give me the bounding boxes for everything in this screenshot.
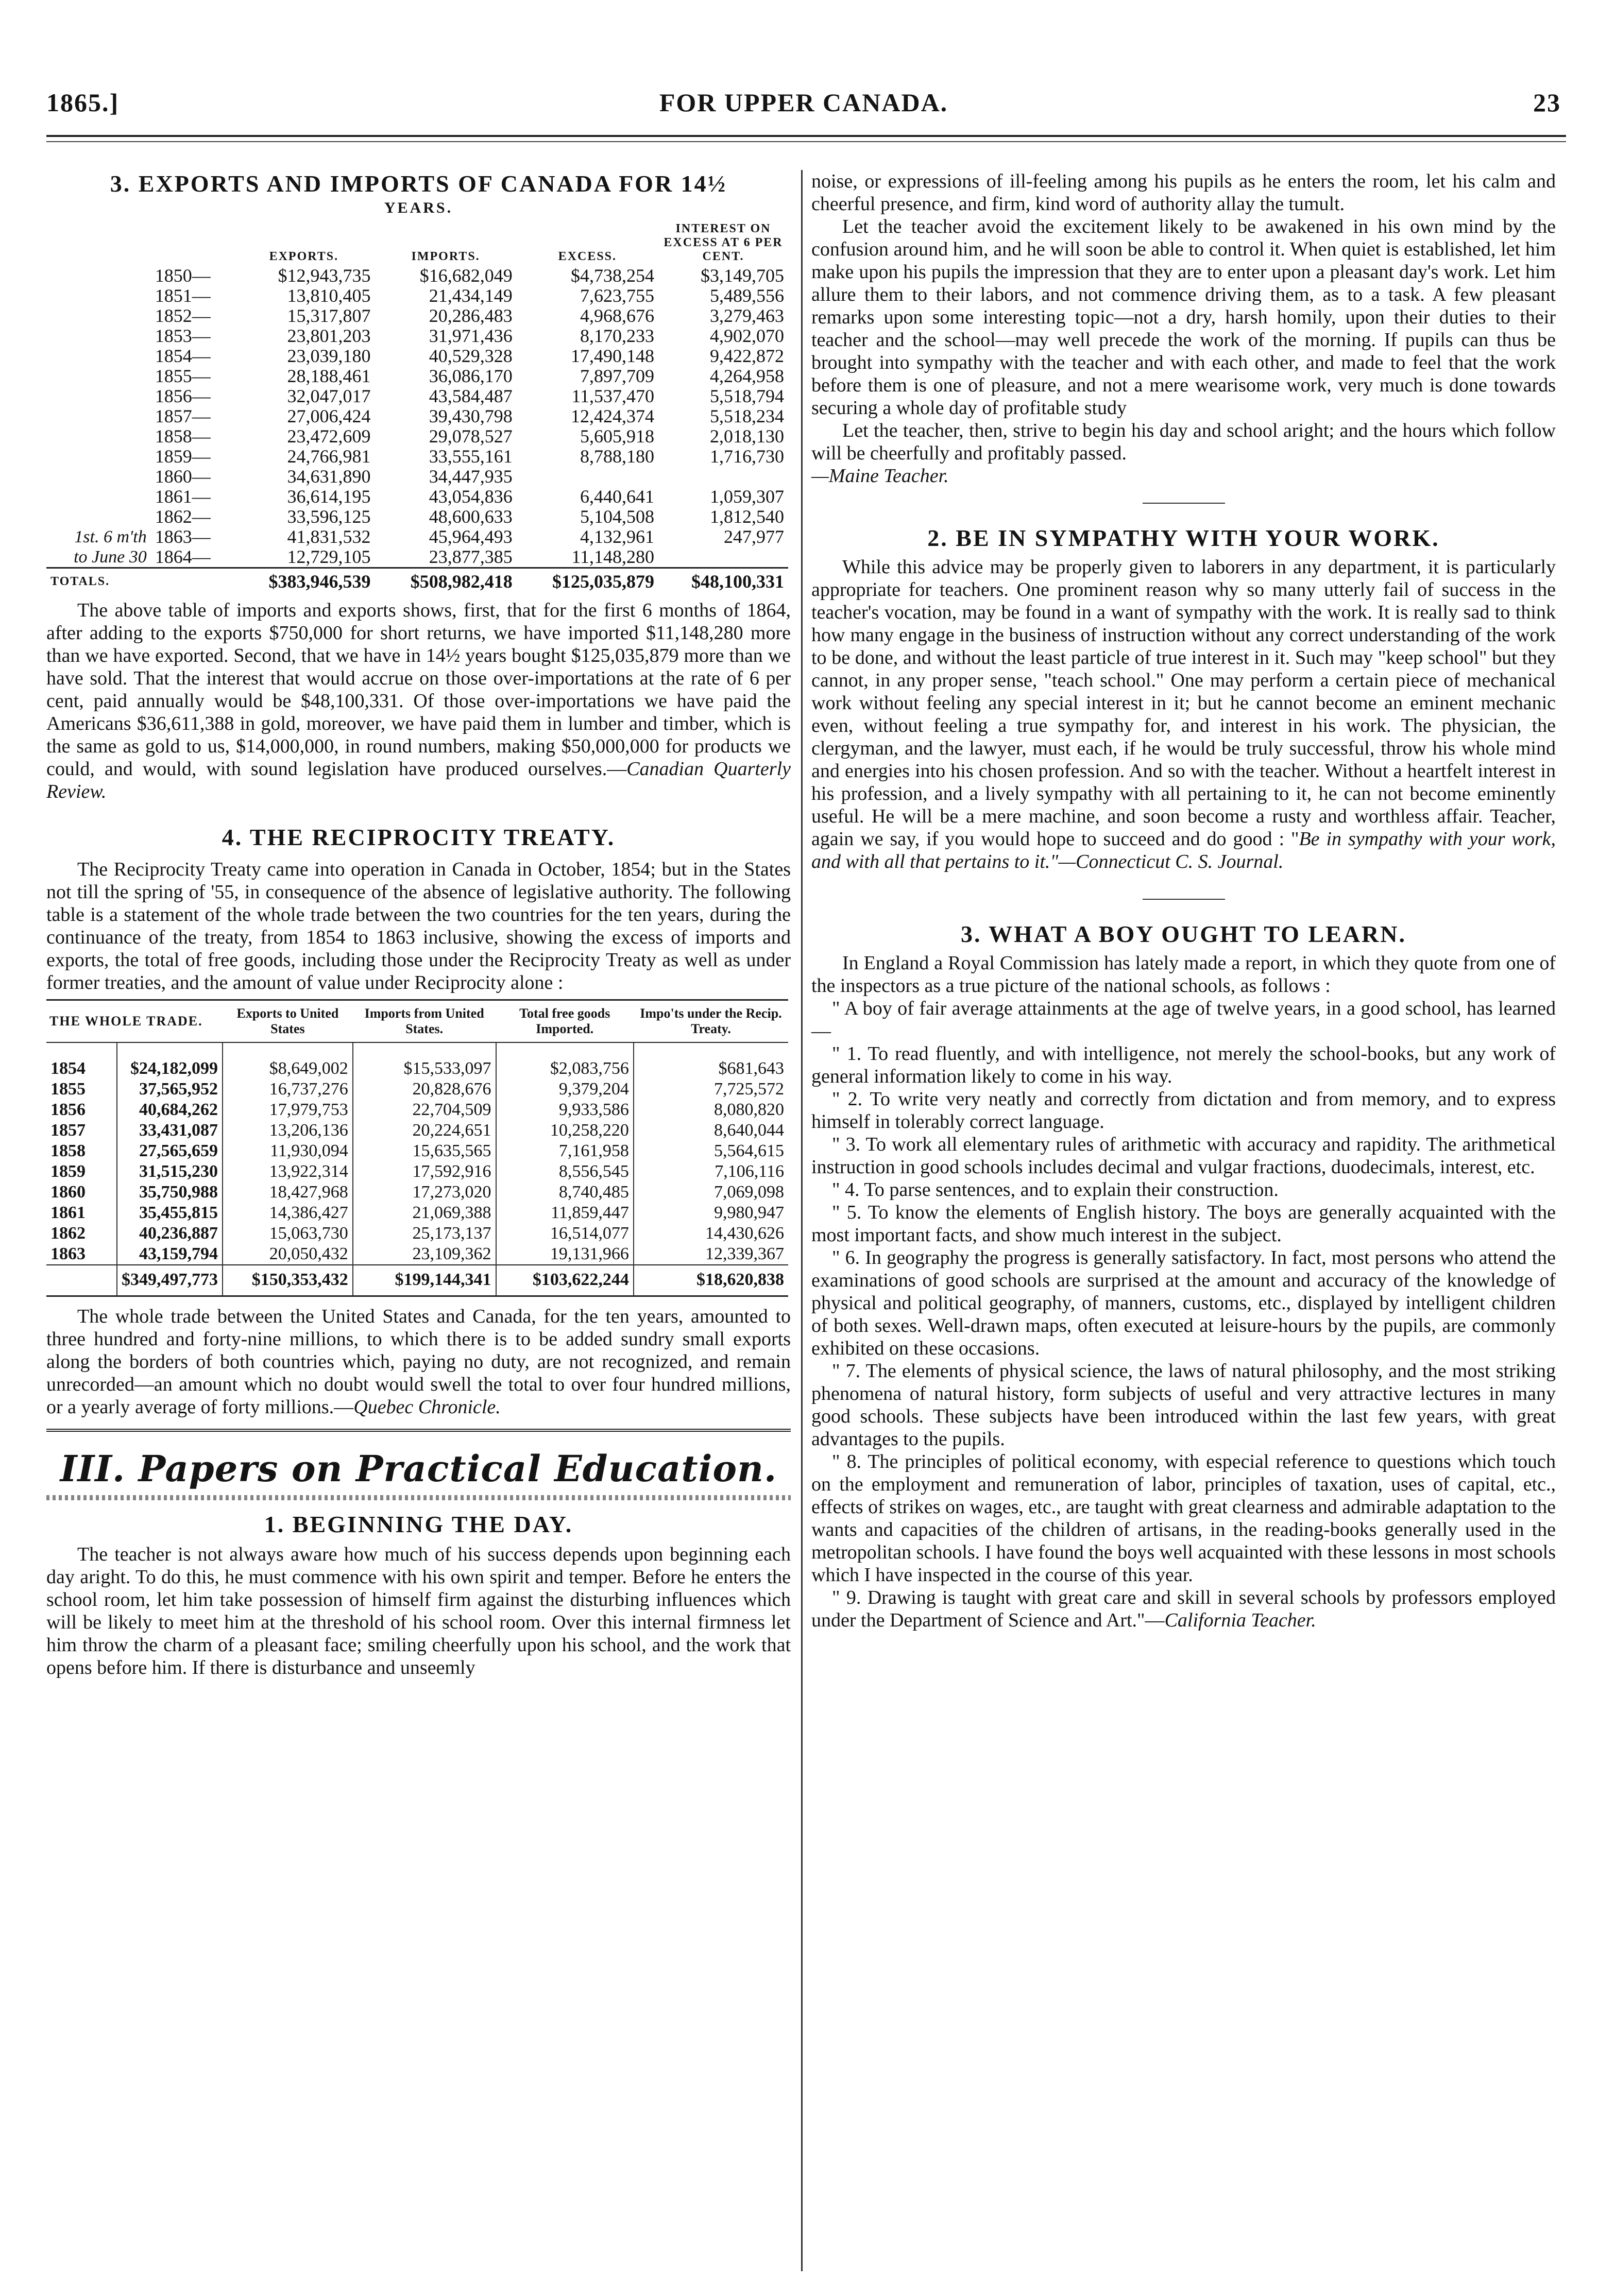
exports-value-cell: 40,529,328: [429, 346, 513, 366]
reciprocity-value-cell: $24,182,099: [117, 1042, 223, 1079]
reciprocity-value-cell: 5,564,615: [634, 1141, 788, 1161]
reciprocity-row: [46, 1042, 788, 1079]
exports-value-cell: 7,623,755: [580, 285, 654, 306]
reciprocity-value-cell: 23,109,362: [353, 1244, 496, 1265]
boy-lead: " A boy of fair average attainments at the age of twelve years, in a good school, has learned—: [811, 998, 1556, 1042]
exports-value-cell: $4,738,254: [571, 265, 654, 286]
exports-value-cell: 9,422,872: [710, 346, 784, 366]
exports-value-cell: 33,596,125: [287, 506, 371, 527]
reciprocity-value-cell: 21,069,388: [353, 1203, 496, 1223]
reciprocity-source: Quebec Chronicle.: [353, 1396, 501, 1418]
exports-year-cell: 1853—: [155, 325, 211, 346]
exports-year-cell: 1850—: [155, 265, 211, 286]
reciprocity-value-cell: 8,740,485: [496, 1182, 634, 1203]
exports-year-cell: 1860—: [155, 466, 211, 487]
reciprocity-value-cell: 37,565,952: [117, 1079, 223, 1100]
exports-year-cell: 1855—: [155, 366, 211, 386]
exports-year-cell: 1862—: [155, 506, 211, 527]
exports-value-cell: $3,149,705: [701, 265, 784, 286]
reciprocity-value-cell: 16,514,077: [496, 1223, 634, 1244]
exports-side-note: [46, 286, 151, 306]
beginning-continued: noise, or expressions of ill-feeling among his pupils as he enters the room, let his calm and cheerful presence, and firm, kind word of authority allay the tumult.: [811, 170, 1556, 215]
reciprocity-row: [46, 1141, 788, 1161]
reciprocity-total-cell: $150,353,432: [223, 1265, 353, 1296]
boy-list-item: " 1. To read fluently, and with intelligence, not merely the school-books, but any work of general information likely to come in his way.: [811, 1043, 1556, 1087]
exports-value-cell: 17,490,148: [571, 346, 654, 366]
reciprocity-value-cell: 40,236,887: [117, 1223, 223, 1244]
boy-last-item: [811, 1586, 1556, 1632]
reciprocity-total-cell: $349,497,773: [117, 1265, 223, 1296]
reciprocity-value-cell: 22,704,509: [353, 1100, 496, 1120]
exports-value-cell: 11,537,470: [571, 386, 654, 406]
reciprocity-totals-blank: [46, 1265, 117, 1296]
exports-value-cell: 29,078,527: [429, 426, 513, 447]
reciprocity-value-cell: 7,161,958: [496, 1141, 634, 1161]
reciprocity-table-body: [46, 1042, 788, 1296]
reciprocity-year-cell: 1857: [50, 1121, 86, 1140]
exports-value-cell: 34,447,935: [429, 466, 513, 487]
reciprocity-value-cell: 35,750,988: [117, 1182, 223, 1203]
boy-list-item: " 8. The principles of political economy, with especial reference to questions which touch on the employment and remuneration of labor, principles of taxation, uses of capital, etc., effects of strikes on wages, etc., are taught with great clearness and admirable adaptation to the wants and capacities of the children of artisans, in the reading-books generally used in the metropolitan schools. I have found the boys well acquainted with these lessons in most schools which I have inspected in the course of this year.: [811, 1451, 1556, 1586]
exports-source: Canadian Quarterly Review.: [46, 758, 791, 802]
reciprocity-value-cell: 17,979,753: [223, 1100, 353, 1120]
exports-total-cell: $383,946,539: [233, 568, 375, 592]
beginning-paragraph-3: Let the teacher, then, strive to begin his day and school aright; and the hours which follow will be cheerfully and profitably passed.: [811, 420, 1556, 464]
exports-year-cell: 1852—: [155, 305, 211, 326]
exports-year-cell: 1859—: [155, 446, 211, 467]
exports-value-cell: 1,059,307: [710, 486, 784, 507]
exports-total-cell: $508,982,418: [375, 568, 516, 592]
exports-table-header: [46, 222, 788, 266]
sympathy-paragraph: [811, 556, 1556, 873]
beginning-paragraph-2: Let the teacher avoid the excitement likely to be awakened in his own mind by the confusion around him, and he will soon be able to control it. When quiet is established, let him make upon his pupils the impression that they are to enter upon a pleasant day's work. Let him allure them to their labors, and not commence driving them, as to a task. A few pleasant remarks upon some interesting topic—not a dry, harsh homily, upon their duties to their teacher and the school—may well precede the work of the morning. If pupils can thus be brought into sympathy with the teacher and with each other, and made to feel that the work before them is one of pleasure, and not a mere wearisome work, very much is done towards securing a whole day of profitable study: [811, 216, 1556, 419]
exports-row: [46, 426, 788, 447]
exports-value-cell: 48,600,633: [429, 506, 513, 527]
exports-year-cell: 1851—: [155, 285, 211, 306]
exports-value-cell: 1,812,540: [710, 506, 784, 527]
column-divider: [801, 170, 803, 2271]
exports-value-cell: 4,132,961: [580, 526, 654, 547]
reciprocity-value-cell: 25,173,137: [353, 1223, 496, 1244]
reciprocity-year-cell: 1860: [50, 1183, 86, 1202]
exports-header-blank: [46, 222, 151, 266]
reciprocity-value-cell: 11,930,094: [223, 1141, 353, 1161]
exports-row: [46, 306, 788, 326]
reciprocity-value-cell: 9,933,586: [496, 1100, 634, 1120]
exports-row: [46, 266, 788, 286]
reciprocity-value-cell: 19,131,966: [496, 1244, 634, 1265]
exports-side-note: 1st. 6 m'th: [74, 527, 147, 546]
exports-value-cell: 43,054,836: [429, 486, 513, 507]
reciprocity-commentary: [46, 1305, 791, 1418]
part-divider-rule: [46, 1429, 791, 1432]
reciprocity-total-cell: $199,144,341: [353, 1265, 496, 1296]
reciprocity-heading: 4. THE RECIPROCITY TREATY.: [222, 824, 616, 850]
exports-value-cell: 34,631,890: [287, 466, 371, 487]
exports-value-cell: 15,317,807: [287, 305, 371, 326]
reciprocity-value-cell: $681,643: [634, 1042, 788, 1079]
boy-list-item: " 4. To parse sentences, and to explain their construction.: [832, 1179, 1279, 1201]
exports-side-note: [46, 426, 151, 447]
reciprocity-value-cell: 15,635,565: [353, 1141, 496, 1161]
reciprocity-year-cell: 1861: [50, 1203, 86, 1222]
boy-list-item: " 5. To know the elements of English history. The boys are generally acquainted with the most important facts, and show much interest in the subject.: [811, 1202, 1556, 1246]
reciprocity-value-cell: 7,106,116: [634, 1161, 788, 1182]
exports-col-exports: EXPORTS.: [269, 250, 339, 263]
exports-year-cell: 1863—: [155, 526, 211, 547]
reciprocity-row: [46, 1182, 788, 1203]
boy-heading: 3. WHAT A BOY OUGHT TO LEARN.: [961, 921, 1406, 947]
exports-value-cell: 6,440,641: [580, 486, 654, 507]
part-heading: III. Papers on Practical Education.: [60, 1447, 777, 1490]
exports-value-cell: 23,472,609: [287, 426, 371, 447]
exports-value-cell: 7,897,709: [580, 366, 654, 386]
sympathy-paragraph-text: While this advice may be properly given to laborers in any department, it is particularly appropriate for teachers. One prominent reason why so many utterly fail of success in the teacher's vocation, may be found in a want of sympathy with the work. It is really sad to think how many engage in the business of instruction without any correct understanding of the work to be done, and without the least particle of true interest in it. Such may "keep school" but they cannot, in any proper sense, "teach school." One may perform a certain piece of mechanical work without feeling any special interest in it; but he cannot become an eminent mechanic even, without feeling a true sympathy for, and interest in his work. The physician, the clergyman, and the lawyer, must each, if he would be truly successful, throw his whole mind and energies into his chosen profession. And so with the teacher. Without a heartfelt interest in his profession, and a lively sympathy with all pertaining to it, he can not become eminently useful. He will be a mere machine, and soon become a rusty and worthless affair. Teacher, again we say, if you would hope to succeed and do good : ": [811, 556, 1556, 850]
exports-side-note: [46, 266, 151, 286]
reciprocity-row: [46, 1203, 788, 1223]
exports-row: [46, 406, 788, 426]
beginning-paragraph: The teacher is not always aware how much of his success depends upon beginning each day aright. To do this, he must commence with his own spirit and temper. Before he enters the school room, let him take possession of himself firm against the disturbing influences which will be likely to meet him at the threshold of his school room. Over this internal firmness let him throw the charm of a pleasant face; smiling cheerfully upon his school, and the work that opens before him. If there is disturbance and unseemly: [46, 1544, 791, 1678]
exports-row: [46, 447, 788, 467]
reciprocity-row: [46, 1244, 788, 1265]
reciprocity-total-cell: $18,620,838: [634, 1265, 788, 1296]
reciprocity-value-cell: 7,069,098: [634, 1182, 788, 1203]
reciprocity-value-cell: 14,386,427: [223, 1203, 353, 1223]
exports-subheading: YEARS.: [384, 199, 453, 216]
exports-value-cell: 12,729,105: [287, 546, 371, 567]
exports-value-cell: 24,766,981: [287, 446, 371, 467]
exports-row: [46, 366, 788, 386]
exports-value-cell: 28,188,461: [287, 366, 371, 386]
exports-table-body: [46, 266, 788, 592]
exports-side-note: [46, 467, 151, 487]
reciprocity-value-cell: 15,063,730: [223, 1223, 353, 1244]
recip-col-exports: Exports to United States: [223, 1000, 353, 1043]
exports-heading: 3. EXPORTS AND IMPORTS OF CANADA FOR 14½: [110, 170, 727, 197]
reciprocity-section: [46, 824, 791, 1418]
exports-totals-row: [46, 568, 788, 592]
exports-value-cell: 11,148,280: [571, 546, 654, 567]
reciprocity-value-cell: 33,431,087: [117, 1120, 223, 1141]
reciprocity-row: [46, 1161, 788, 1182]
reciprocity-value-cell: 17,273,020: [353, 1182, 496, 1203]
left-column: [46, 170, 791, 1679]
exports-value-cell: $12,943,735: [278, 265, 371, 286]
exports-side-note: [46, 447, 151, 467]
exports-value-cell: 5,518,794: [710, 386, 784, 406]
exports-row: [46, 326, 788, 346]
exports-row: [46, 467, 788, 487]
exports-side-note: [46, 326, 151, 346]
exports-value-cell: 5,518,234: [710, 406, 784, 426]
boy-section: [811, 920, 1556, 1632]
exports-value-cell: 20,286,483: [429, 305, 513, 326]
reciprocity-value-cell: 16,737,276: [223, 1079, 353, 1100]
recip-col-free-goods: Total free goods Imported.: [496, 1000, 634, 1043]
reciprocity-year-cell: 1859: [50, 1162, 86, 1181]
sympathy-quote: Be in sympathy with your work, and with all that pertains to it.: [811, 828, 1556, 872]
exports-value-cell: 23,039,180: [287, 346, 371, 366]
reciprocity-value-cell: 12,339,367: [634, 1244, 788, 1265]
exports-row: [46, 346, 788, 366]
exports-commentary: [46, 599, 791, 803]
exports-value-cell: 27,006,424: [287, 406, 371, 426]
part-wavy-rule: [46, 1495, 791, 1500]
exports-value-cell: 2,018,130: [710, 426, 784, 447]
exports-row: [46, 527, 788, 547]
recip-col-recip-imports: Impo'ts under the Recip. Treaty.: [634, 1000, 788, 1043]
page-number: 23: [1533, 88, 1561, 117]
beginning-heading: 1. BEGINNING THE DAY.: [264, 1511, 573, 1537]
boy-list: [811, 1042, 1556, 1586]
exports-value-cell: 4,902,070: [710, 325, 784, 346]
reciprocity-value-cell: 8,556,545: [496, 1161, 634, 1182]
reciprocity-table-header: [46, 1000, 788, 1043]
section-rule: [1143, 503, 1225, 504]
exports-value-cell: 45,964,493: [429, 526, 513, 547]
exports-value-cell: 8,170,233: [580, 325, 654, 346]
exports-year-cell: 1861—: [155, 486, 211, 507]
boy-list-item: " 2. To write very neatly and correctly from dictation and from memory, and to express himself in tolerably correct language.: [811, 1088, 1556, 1133]
exports-year-cell: 1856—: [155, 386, 211, 406]
boy-source: California Teacher.: [1164, 1609, 1316, 1631]
reciprocity-year-cell: 1858: [50, 1141, 86, 1160]
reciprocity-value-cell: 9,980,947: [634, 1203, 788, 1223]
exports-col-excess: EXCESS.: [558, 250, 617, 263]
reciprocity-totals-row: [46, 1265, 788, 1296]
exports-value-cell: 31,971,436: [429, 325, 513, 346]
boy-list-item: " 3. To work all elementary rules of arithmetic with accuracy and rapidity. The arithmetical instruction in good schools includes decimal and vulgar fractions, duodecimals, interest, etc.: [811, 1134, 1556, 1178]
boy-intro: In England a Royal Commission has lately made a report, in which they quote from one of the inspectors as a true picture of the national schools, as follows :: [811, 952, 1556, 997]
exports-col-interest: INTEREST ON EXCESS AT 6 PER CENT.: [664, 222, 783, 263]
reciprocity-row: [46, 1223, 788, 1244]
exports-value-cell: 8,788,180: [580, 446, 654, 467]
reciprocity-value-cell: 13,922,314: [223, 1161, 353, 1182]
exports-value-cell: 36,614,195: [287, 486, 371, 507]
running-head-title: FOR UPPER CANADA.: [659, 88, 948, 117]
boy-last-item-text: " 9. Drawing is taught with great care and skill in several schools by professors employed under the Department of Science and Art."—: [811, 1587, 1556, 1631]
reciprocity-value-cell: $2,083,756: [496, 1042, 634, 1079]
reciprocity-value-cell: $15,533,097: [353, 1042, 496, 1079]
recip-col-imports: Imports from United States.: [353, 1000, 496, 1043]
exports-value-cell: 5,605,918: [580, 426, 654, 447]
exports-value-cell: 5,104,508: [580, 506, 654, 527]
reciprocity-value-cell: $8,649,002: [223, 1042, 353, 1079]
exports-value-cell: 4,968,676: [580, 305, 654, 326]
exports-value-cell: 41,831,532: [287, 526, 371, 547]
exports-row: [46, 487, 788, 507]
sympathy-heading: 2. BE IN SYMPATHY WITH YOUR WORK.: [927, 525, 1440, 551]
reciprocity-value-cell: 9,379,204: [496, 1079, 634, 1100]
reciprocity-value-cell: 31,515,230: [117, 1161, 223, 1182]
reciprocity-value-cell: 18,427,968: [223, 1182, 353, 1203]
reciprocity-value-cell: 7,725,572: [634, 1079, 788, 1100]
exports-row: [46, 547, 788, 568]
reciprocity-value-cell: 13,206,136: [223, 1120, 353, 1141]
reciprocity-value-cell: 14,430,626: [634, 1223, 788, 1244]
exports-value-cell: 12,424,374: [571, 406, 654, 426]
reciprocity-year-cell: 1856: [50, 1100, 86, 1119]
boy-list-item: " 7. The elements of physical science, the laws of natural philosophy, and the most striking phenomena of natural history, form subjects of useful and very attractive lectures in many good schools. These subjects have been introduced within the last few years, with great advantages to the pupils.: [811, 1360, 1556, 1450]
exports-value-cell: 39,430,798: [429, 406, 513, 426]
reciprocity-value-cell: 8,640,044: [634, 1120, 788, 1141]
exports-value-cell: 23,801,203: [287, 325, 371, 346]
exports-value-cell: $16,682,049: [419, 265, 513, 286]
exports-value-cell: 36,086,170: [429, 366, 513, 386]
exports-year-cell: 1858—: [155, 426, 211, 447]
reciprocity-total-cell: $103,622,244: [496, 1265, 634, 1296]
reciprocity-value-cell: 8,080,820: [634, 1100, 788, 1120]
reciprocity-value-cell: 10,258,220: [496, 1120, 634, 1141]
exports-side-note: [46, 386, 151, 406]
boy-list-item: " 6. In geography the progress is generally satisfactory. In fact, most persons who attend the examinations of good schools are surprised at the amount and accuracy of the knowledge of physical and political geography, of manners, customs, etc., displayed by intelligent children of both sexes. Well-drawn maps, often executed at leisure-hours by the pupils, are commonly exhibited on these occasions.: [811, 1247, 1556, 1359]
reciprocity-row: [46, 1079, 788, 1100]
exports-year-cell: 1854—: [155, 346, 211, 366]
exports-value-cell: 1,716,730: [710, 446, 784, 467]
exports-value-cell: 247,977: [724, 526, 784, 547]
exports-year-cell: 1857—: [155, 406, 211, 426]
exports-side-note: [46, 366, 151, 386]
sympathy-source: "—Connecticut C. S. Journal.: [1050, 851, 1284, 872]
exports-row: [46, 386, 788, 406]
header-rule: [46, 135, 1566, 137]
section-rule: [1143, 899, 1225, 900]
exports-header-year: [151, 222, 233, 266]
exports-value-cell: 32,047,017: [287, 386, 371, 406]
exports-commentary-text: The above table of imports and exports shows, first, that for the first 6 months of 1864, after adding to the exports $750,000 for short returns, we have imported $11,148,280 more than we have exported. Second, that we have in 14½ years bought $125,035,879 more than we have sold. That the interest that would accrue on those over-importations at the rate of 6 per cent, paid annually would be $48,100,331. Of those over-importations we have paid the Americans $36,611,388 in gold, moreover, we have paid them in lumber and timber, which is the same as gold to us, $14,000,000, in round numbers, making $50,000,000 for products we could, and would, with sound legislation have produced ourselves.—: [46, 599, 791, 780]
exports-row: [46, 507, 788, 527]
exports-side-note: [46, 346, 151, 366]
exports-side-note: [46, 487, 151, 507]
exports-value-cell: [658, 467, 788, 487]
exports-side-note: [46, 306, 151, 326]
exports-total-cell: $48,100,331: [658, 568, 788, 592]
exports-col-imports: IMPORTS.: [411, 250, 480, 263]
reciprocity-value-cell: 35,455,815: [117, 1203, 223, 1223]
reciprocity-value-cell: 17,592,916: [353, 1161, 496, 1182]
reciprocity-year-cell: 1863: [50, 1244, 86, 1263]
exports-side-note: [46, 406, 151, 426]
reciprocity-value-cell: 20,224,651: [353, 1120, 496, 1141]
exports-section: [46, 170, 791, 803]
running-head: [46, 88, 1561, 124]
exports-value-cell: 4,264,958: [710, 366, 784, 386]
reciprocity-row: [46, 1120, 788, 1141]
exports-value-cell: 43,584,487: [429, 386, 513, 406]
reciprocity-value-cell: 20,828,676: [353, 1079, 496, 1100]
recip-col-whole-trade: THE WHOLE TRADE.: [46, 1000, 223, 1043]
header-rule-thin: [46, 141, 1566, 142]
exports-table: [46, 222, 788, 592]
reciprocity-year-cell: 1855: [50, 1080, 86, 1099]
reciprocity-commentary-text: The whole trade between the United States and Canada, for the ten years, amounted to three hundred and forty-nine millions, to which there is to be added sundry small exports along the borders of both countries which, paying no duty, are not recognized, and remain unrecorded—an amount which no doubt would swell the total to over four hundred millions, or a yearly average of forty millions.—: [46, 1306, 791, 1418]
beginning-section: [46, 1511, 791, 1679]
reciprocity-value-cell: 40,684,262: [117, 1100, 223, 1120]
beginning-source: —Maine Teacher.: [811, 465, 949, 487]
exports-value-cell: [658, 547, 788, 568]
exports-side-note: to June 30: [74, 547, 147, 567]
running-head-date: 1865.]: [46, 88, 120, 117]
exports-side-note: [46, 507, 151, 527]
exports-total-cell: $125,035,879: [517, 568, 658, 592]
reciprocity-value-cell: 27,565,659: [117, 1141, 223, 1161]
reciprocity-table: [46, 999, 788, 1297]
sympathy-section: [811, 524, 1556, 873]
exports-value-cell: 33,555,161: [429, 446, 513, 467]
exports-value-cell: 23,877,385: [429, 546, 513, 567]
exports-row: [46, 286, 788, 306]
reciprocity-value-cell: 43,159,794: [117, 1244, 223, 1265]
exports-totals-label: TOTALS.: [46, 568, 233, 592]
reciprocity-value-cell: 11,859,447: [496, 1203, 634, 1223]
right-column: [811, 170, 1556, 1632]
exports-value-cell: 5,489,556: [710, 285, 784, 306]
reciprocity-year-cell: 1854: [50, 1059, 86, 1078]
reciprocity-row: [46, 1100, 788, 1120]
exports-value-cell: 13,810,405: [287, 285, 371, 306]
exports-value-cell: 3,279,463: [710, 305, 784, 326]
reciprocity-year-cell: 1862: [50, 1224, 86, 1243]
exports-value-cell: 21,434,149: [429, 285, 513, 306]
exports-value-cell: [517, 467, 658, 487]
exports-year-cell: 1864—: [155, 546, 211, 567]
reciprocity-value-cell: 20,050,432: [223, 1244, 353, 1265]
reciprocity-intro: The Reciprocity Treaty came into operation in Canada in October, 1854; but in the States not till the spring of '55, in consequence of the absence of legislative authority. The following table is a statement of the whole trade between the two countries for the ten years, during the continuance of the treaty, from 1854 to 1863 inclusive, showing the excess of imports and exports, the total of free goods, including those under the Reciprocity Treaty as well as under former treaties, and the amount of value under Reciprocity alone :: [46, 859, 791, 993]
